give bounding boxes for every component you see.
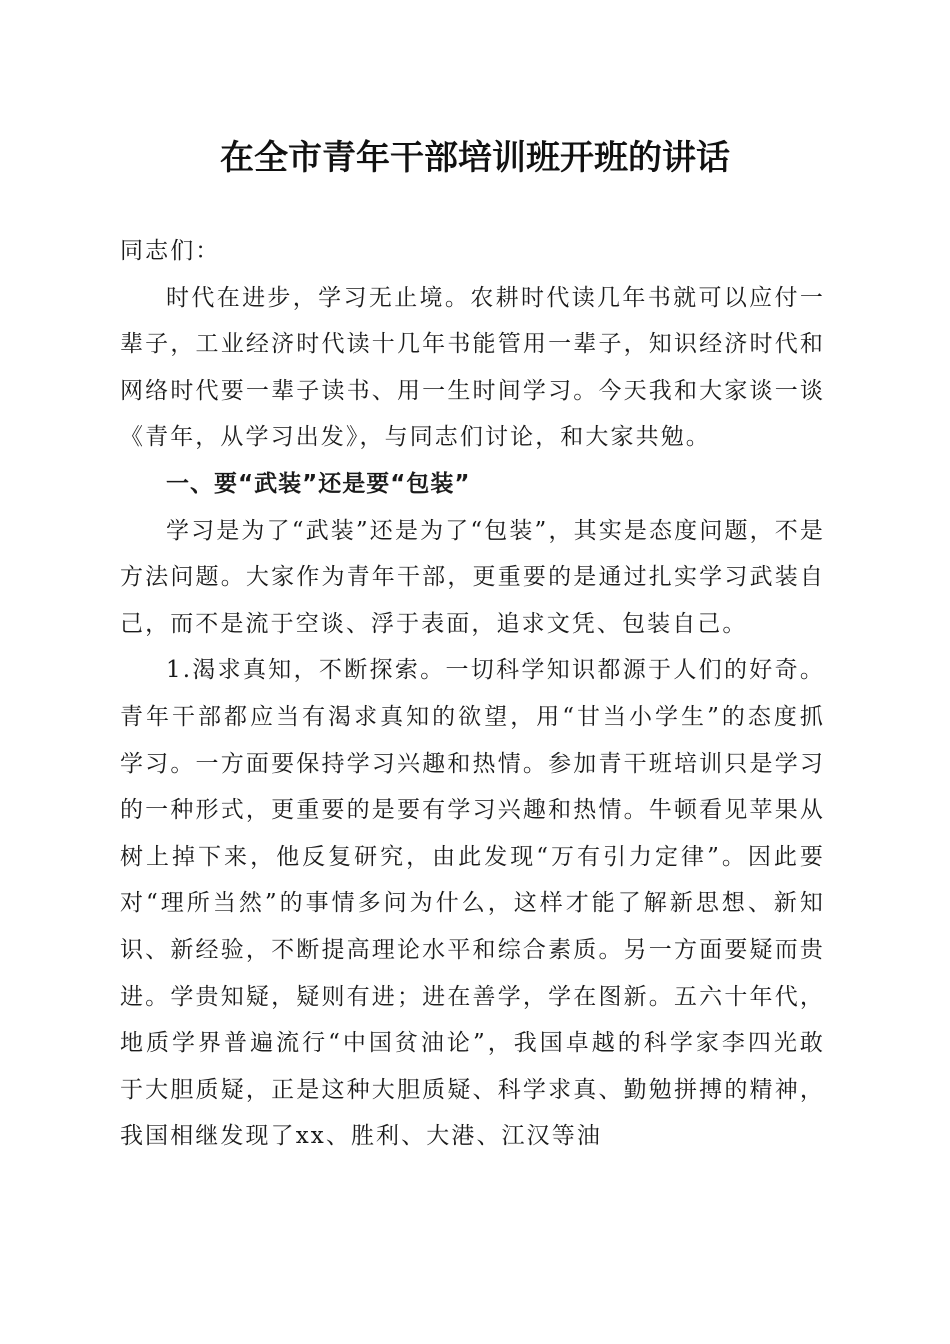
document-body — [120, 228, 825, 1160]
paragraph-point-1: 1.渴求真知，不断探索。一切科学知识都源于人们的好奇。青年干部都应当有渴求真知的欲望，用“甘当小学生”的态度抓学习。一方面要保持学习兴趣和热情。参加青干班培训只是学习的一种形式，更重要的是要有学习兴趣和热情。牛顿看见苹果从树上掉下来，他反复研究，由此发现“万有引力定律”。因此要对“理所当然”的事情多问为什么，这样才能了解新思想、新知识、新经验，不断提高理论水平和综合素质。另一方面要疑而贵进。学贵知疑，疑则有进；进在善学，学在图新。五六十年代，地质学界普遍流行“中国贫油论”，我国卓越的科学家李四光敢于大胆质疑，正是这种大胆质疑、科学求真、勤勉拼搏的精神，我国相继发现了xx、胜利、大港、江汉等油 — [120, 657, 825, 1150]
salutation: 同志们： — [120, 238, 221, 264]
document-title: 在全市青年干部培训班开班的讲话 — [220, 138, 730, 178]
paragraph-intro: 时代在进步，学习无止境。农耕时代读几年书就可以应付一辈子，工业经济时代读十几年书能管用一辈子，知识经济时代和网络时代要一辈子读书、用一生时间学习。今天我和大家谈一谈《青年，从学习出发》，与同志们讨论，和大家共勉。 — [120, 284, 825, 451]
paragraph-section-1: 学习是为了“武装”还是为了“包装”，其实是态度问题，不是方法问题。大家作为青年干部，更重要的是通过扎实学习武装自己，而不是流于空谈、浮于表面，追求文凭、包装自己。 — [120, 517, 825, 637]
section-heading-1: 一、要“武装”还是要“包装” — [166, 470, 471, 497]
